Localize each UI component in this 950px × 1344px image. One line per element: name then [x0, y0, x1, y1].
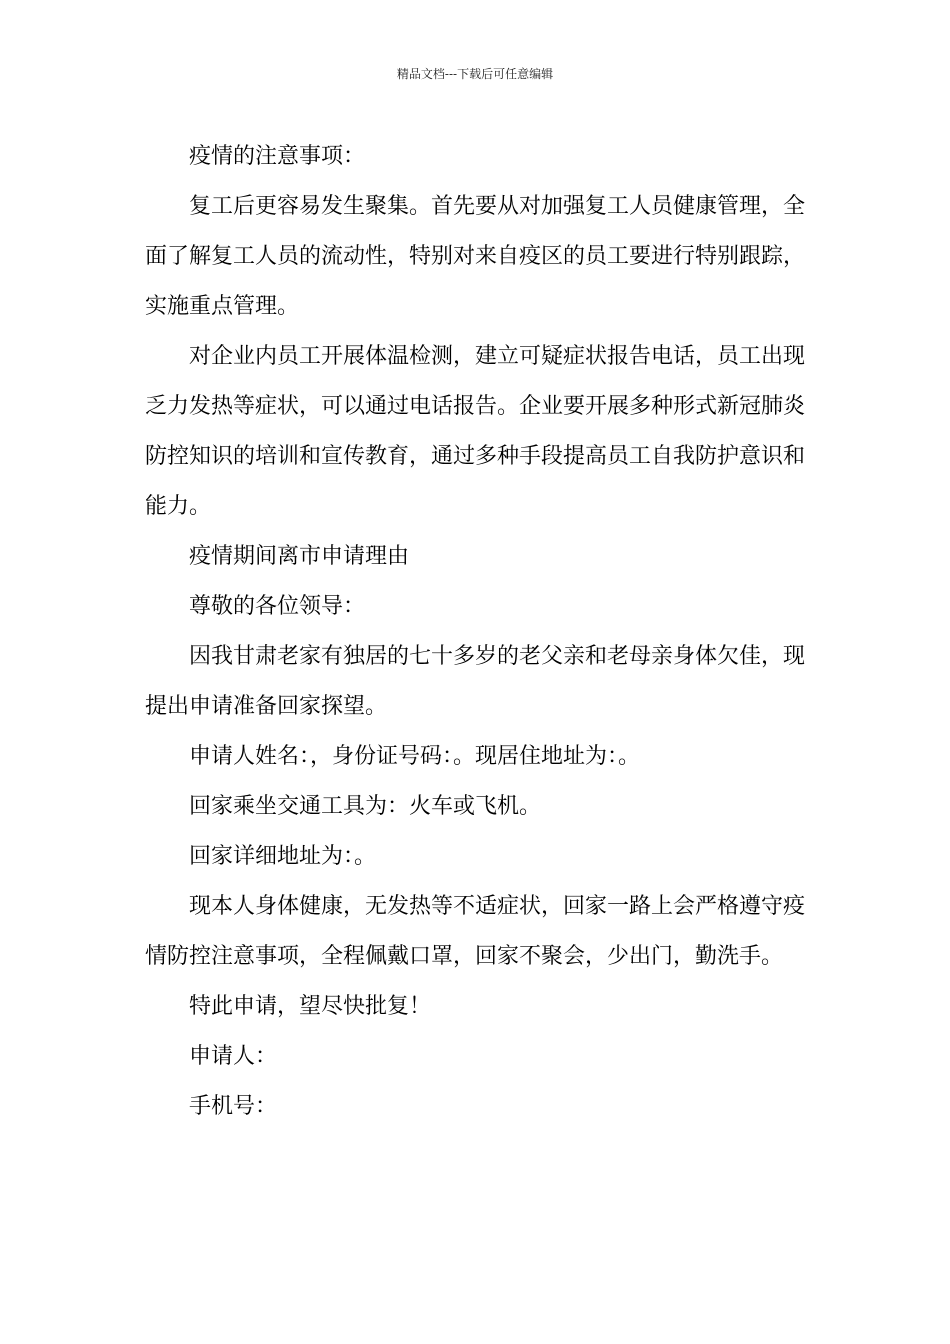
signature-phone: 手机号：	[189, 1094, 278, 1119]
document-body	[145, 132, 807, 1132]
heading-leave-application: 疫情期间离市申请理由	[189, 544, 410, 569]
paragraph-return-to-work: 复工后更容易发生聚集。首先要从对加强复工人员健康管理，全面了解复工人员的流动性，特别对来自疫区的员工要进行特别跟踪，实施重点管理。	[145, 194, 806, 319]
page-header: 精品文档---下载后可任意编辑	[396, 67, 554, 81]
heading-precautions: 疫情的注意事项：	[189, 144, 366, 169]
salutation: 尊敬的各位领导：	[189, 594, 366, 619]
signature-applicant: 申请人：	[189, 1044, 278, 1069]
paragraph-health-statement: 现本人身体健康，无发热等不适症状，回家一路上会严格遵守疫情防控注意事项，全程佩戴口罩，回家不聚会，少出门，勤洗手。	[145, 894, 806, 969]
paragraph-home-address: 回家详细地址为：。	[189, 844, 377, 869]
paragraph-temperature-check: 对企业内员工开展体温检测，建立可疑症状报告电话，员工出现乏力发热等症状，可以通过电话报告。企业要开展多种形式新冠肺炎防控知识的培训和宣传教育，通过多种手段提高员工自我防护意识和能力。	[145, 344, 806, 519]
paragraph-applicant-info: 申请人姓名：，身份证号码：。现居住地址为：。	[189, 744, 641, 769]
paragraph-reason: 因我甘肃老家有独居的七十多岁的老父亲和老母亲身体欠佳，现提出申请准备回家探望。	[145, 644, 806, 719]
paragraph-closing: 特此申请，望尽快批复！	[189, 994, 432, 1019]
paragraph-transport: 回家乘坐交通工具为：火车或飞机。	[189, 794, 542, 819]
